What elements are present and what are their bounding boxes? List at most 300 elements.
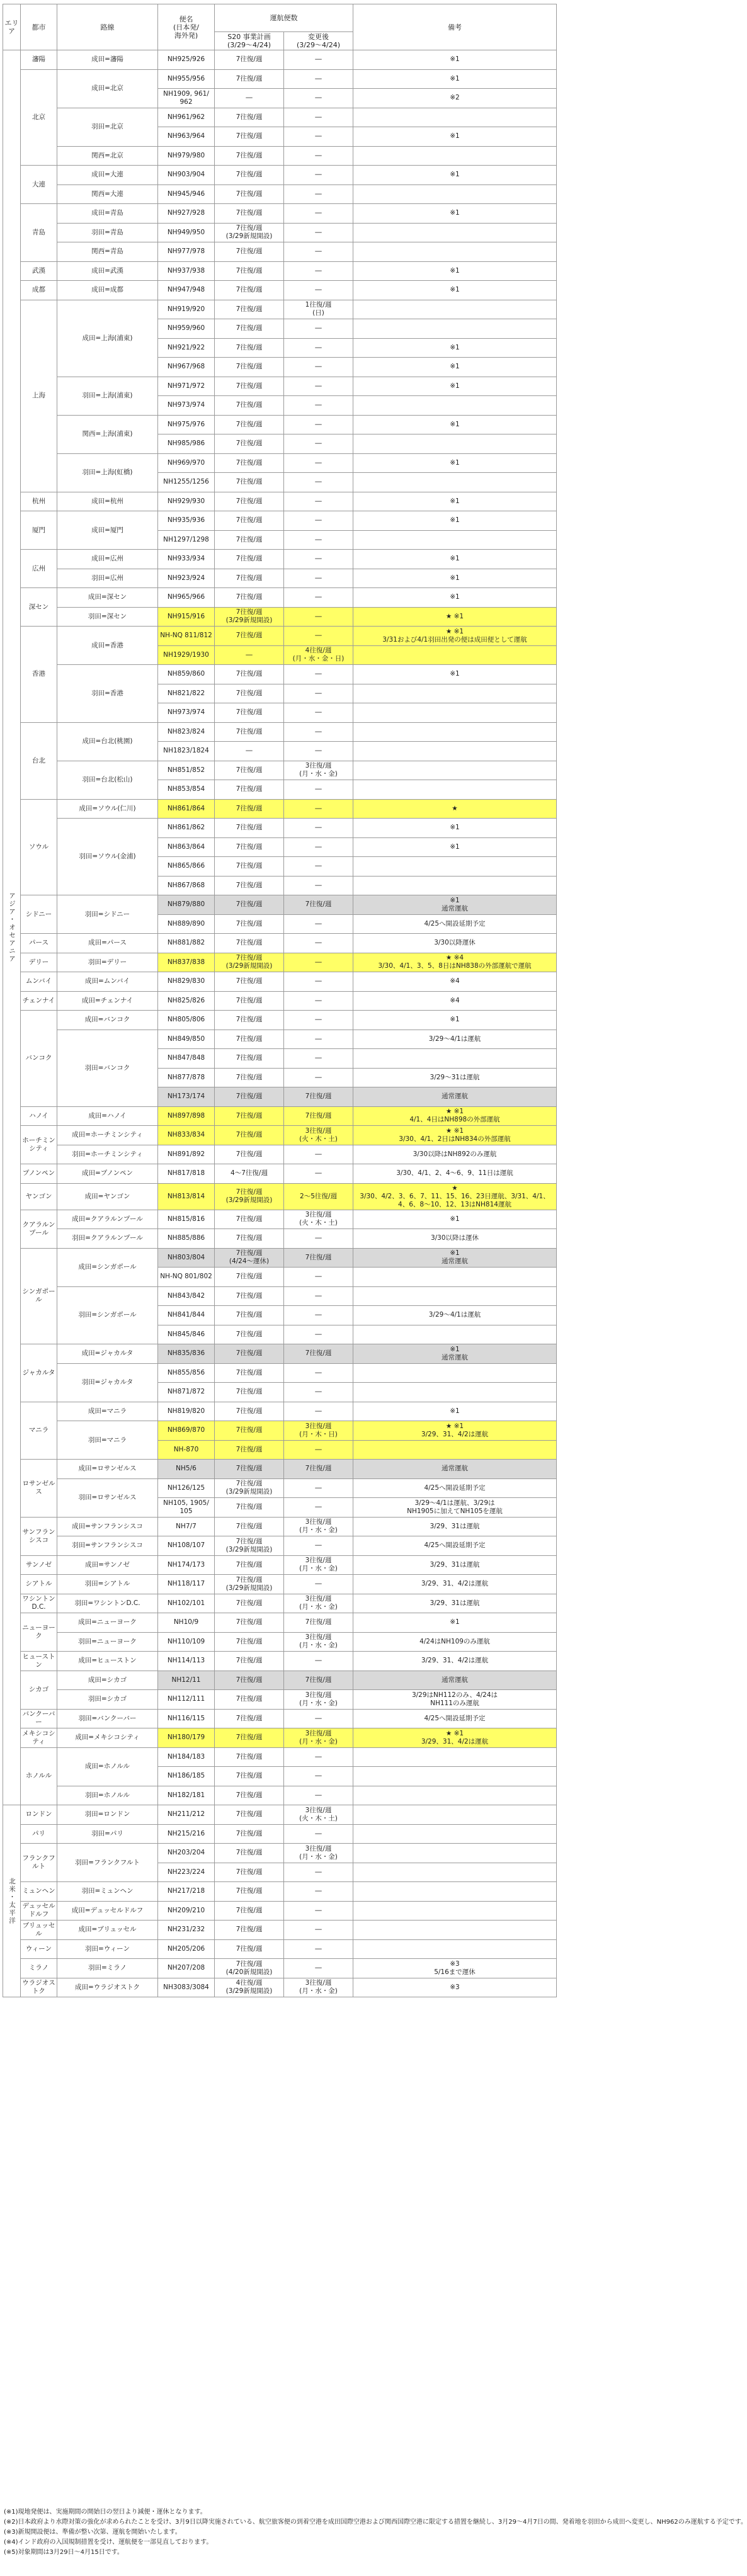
city-cell: ブリュッセル: [21, 1921, 57, 1940]
footnote-3: (※3)新規開設便は、準備が整い次第、運航を開始いたします。: [4, 2529, 181, 2536]
route-cell: 成田=サンフランシスコ: [57, 1517, 158, 1536]
planned-frequency-cell: 7往復/週: [215, 934, 284, 953]
flight-number-cell: NH108/107: [158, 1536, 215, 1556]
city-cell: フランクフルト: [21, 1844, 57, 1882]
changed-frequency-cell: ―: [284, 1164, 353, 1184]
notes-cell: ※1: [353, 1402, 557, 1421]
flight-number-cell: NH217/218: [158, 1882, 215, 1902]
city-cell: チェンナイ: [21, 991, 57, 1011]
planned-frequency-cell: 7往復/週: [215, 396, 284, 416]
route-cell: 成田=プノンペン: [57, 1164, 158, 1184]
table-row: [3, 1011, 557, 1030]
notes-cell: 3/30、4/1、2、4～6、9、11日は運航: [353, 1164, 557, 1184]
flight-number-cell: NH969/970: [158, 453, 215, 473]
flight-number-cell: NH223/224: [158, 1863, 215, 1882]
planned-frequency-cell: 7往復/週: [215, 1671, 284, 1690]
flight-number-cell: NH845/846: [158, 1325, 215, 1344]
planned-frequency-cell: 7往復/週 (4/20新規開設): [215, 1959, 284, 1978]
table-row: [3, 1536, 557, 1556]
header-city: 都市: [21, 4, 57, 50]
changed-frequency-cell: ―: [284, 1363, 353, 1383]
changed-frequency-cell: 3往復/週 (月・水・金): [284, 1690, 353, 1710]
flight-number-cell: NH186/185: [158, 1767, 215, 1786]
flight-number-cell: NH947/948: [158, 281, 215, 300]
notes-cell: [353, 242, 557, 262]
route-cell: 羽田=クアラルンプール: [57, 1229, 158, 1249]
planned-frequency-cell: 7往復/週: [215, 819, 284, 838]
changed-frequency-cell: ―: [284, 127, 353, 147]
planned-frequency-cell: 7往復/週: [215, 69, 284, 89]
notes-cell: [353, 1383, 557, 1402]
city-cell: サンフランシスコ: [21, 1517, 57, 1555]
notes-cell: ※4: [353, 991, 557, 1011]
notes-cell: ※1: [353, 261, 557, 281]
route-cell: 成田=サンノゼ: [57, 1555, 158, 1575]
planned-frequency-cell: 7往復/週: [215, 415, 284, 434]
changed-frequency-cell: 3往復/週 (月・水・金): [284, 1844, 353, 1863]
changed-frequency-cell: 3往復/週 (月・水・金): [284, 1632, 353, 1652]
notes-cell: ※1: [353, 1210, 557, 1229]
planned-frequency-cell: 7往復/週: [215, 1882, 284, 1902]
table-row: [3, 1106, 557, 1126]
table-row: [3, 991, 557, 1011]
flight-number-cell: NH933/934: [158, 550, 215, 569]
planned-frequency-cell: 7往復/週 (3/29新規開設): [215, 1575, 284, 1594]
route-cell: 成田=大連: [57, 166, 158, 185]
planned-frequency-cell: 7往復/週: [215, 1652, 284, 1671]
city-cell: 広州: [21, 550, 57, 588]
changed-frequency-cell: 7往復/週: [284, 1671, 353, 1690]
notes-cell: [353, 1844, 557, 1863]
changed-frequency-cell: ―: [284, 550, 353, 569]
route-cell: 成田=シンガポール: [57, 1248, 158, 1286]
notes-cell: 3/29～4/1は運航: [353, 1306, 557, 1325]
planned-frequency-cell: 7往復/週: [215, 550, 284, 569]
planned-frequency-cell: 7往復/週: [215, 1786, 284, 1805]
changed-frequency-cell: 3往復/週 (月・水・金): [284, 1978, 353, 1997]
table-row: [3, 1978, 557, 1997]
flight-number-cell: NH112/111: [158, 1690, 215, 1710]
route-cell: 成田=シカゴ: [57, 1671, 158, 1690]
changed-frequency-cell: ―: [284, 1824, 353, 1844]
city-cell: ロンドン: [21, 1805, 57, 1825]
planned-frequency-cell: 7往復/週: [215, 1805, 284, 1825]
table-row: [3, 415, 557, 434]
table-row: [3, 1959, 557, 1978]
planned-frequency-cell: 7往復/週: [215, 1421, 284, 1441]
city-cell: 厦門: [21, 511, 57, 550]
header-notes: 備考: [353, 4, 557, 50]
notes-cell: 4/25へ開設延期予定: [353, 1536, 557, 1556]
flight-number-cell: NH975/976: [158, 415, 215, 434]
changed-frequency-cell: ―: [284, 146, 353, 166]
city-cell: ウラジオストク: [21, 1978, 57, 1997]
flight-number-cell: NH885/886: [158, 1229, 215, 1249]
city-cell: バンコク: [21, 1011, 57, 1107]
notes-cell: [353, 1268, 557, 1287]
changed-frequency-cell: 7往復/週: [284, 1248, 353, 1268]
notes-cell: ※1: [353, 588, 557, 608]
notes-cell: ★ ※1 3/29、31、4/2は運航: [353, 1728, 557, 1748]
notes-cell: ※3: [353, 1978, 557, 1997]
table-row: [3, 895, 557, 915]
changed-frequency-cell: 3往復/週 (月・木・日): [284, 1421, 353, 1441]
flight-number-cell: NH3083/3084: [158, 1978, 215, 1997]
changed-frequency-cell: 3往復/週 (月・水・金): [284, 1555, 353, 1575]
notes-cell: 4/24はNH109のみ運航: [353, 1632, 557, 1652]
planned-frequency-cell: 7往復/週 (3/29新規開設): [215, 1183, 284, 1210]
notes-cell: 通常運航: [353, 1460, 557, 1479]
planned-frequency-cell: 7往復/週: [215, 799, 284, 819]
flight-number-cell: NH829/830: [158, 972, 215, 992]
changed-frequency-cell: ―: [284, 242, 353, 262]
notes-cell: 3/29、31は運航: [353, 1594, 557, 1613]
notes-cell: [353, 1901, 557, 1921]
notes-cell: [353, 530, 557, 550]
footnote-2: (※2)日本政府より水際対策の強化が求められたことを受け、3月9日以降実施されている、航空旅客便の到着空港を成田国際空港および関西国際空港に限定する措置を継続し、3月29～4月7日の間、発着地を羽田から成田へ変更し、NH962のみ運航する予定です。: [4, 2519, 747, 2526]
city-cell: 北京: [21, 69, 57, 166]
route-cell: 成田=深セン: [57, 588, 158, 608]
changed-frequency-cell: ―: [284, 1383, 353, 1402]
flight-number-cell: NH1909, 961/ 962: [158, 89, 215, 108]
notes-cell: 3/30以降運休: [353, 934, 557, 953]
planned-frequency-cell: 7往復/週: [215, 1728, 284, 1748]
table-row: [3, 453, 557, 473]
notes-cell: [353, 184, 557, 204]
table-row: [3, 184, 557, 204]
notes-cell: ※1: [353, 415, 557, 434]
planned-frequency-cell: 7往復/週: [215, 1306, 284, 1325]
changed-frequency-cell: ―: [284, 1402, 353, 1421]
notes-cell: ※1: [353, 511, 557, 531]
changed-frequency-cell: ―: [284, 627, 353, 646]
flight-number-cell: NH7/7: [158, 1517, 215, 1536]
changed-frequency-cell: 3往復/週 (月・水・金): [284, 1594, 353, 1613]
table-row: [3, 799, 557, 819]
changed-frequency-cell: 3往復/週 (月・水・金): [284, 761, 353, 780]
route-cell: 成田=ソウル(仁川): [57, 799, 158, 819]
changed-frequency-cell: ―: [284, 1306, 353, 1325]
planned-frequency-cell: 7往復/週: [215, 184, 284, 204]
changed-frequency-cell: 3往復/週 (火・木・土): [284, 1126, 353, 1145]
table-row: [3, 1652, 557, 1671]
notes-cell: ★ ※1 3/31および4/1羽田出発の便は成田便として運航: [353, 627, 557, 646]
changed-frequency-cell: ―: [284, 1575, 353, 1594]
flight-number-cell: NH10/9: [158, 1613, 215, 1633]
notes-cell: [353, 1440, 557, 1460]
planned-frequency-cell: 4～7往復/週: [215, 1164, 284, 1184]
changed-frequency-cell: ―: [284, 396, 353, 416]
route-cell: 羽田=香港: [57, 665, 158, 723]
header-operation: 運航便数: [215, 4, 353, 32]
city-cell: パリ: [21, 1824, 57, 1844]
flight-number-cell: NH927/928: [158, 204, 215, 224]
changed-frequency-cell: ―: [284, 914, 353, 934]
flight-number-cell: NH12/11: [158, 1671, 215, 1690]
planned-frequency-cell: 7往復/週: [215, 1068, 284, 1087]
planned-frequency-cell: 7往復/週: [215, 1383, 284, 1402]
planned-frequency-cell: 7往復/週: [215, 1632, 284, 1652]
flight-number-cell: NH945/946: [158, 184, 215, 204]
route-cell: 成田=北京: [57, 69, 158, 108]
table-row: [3, 1421, 557, 1441]
city-cell: サンノゼ: [21, 1555, 57, 1575]
notes-cell: 4/25へ開設延期予定: [353, 1478, 557, 1498]
notes-cell: ※1: [353, 338, 557, 358]
notes-cell: [353, 1939, 557, 1959]
planned-frequency-cell: 7往復/週: [215, 146, 284, 166]
notes-cell: [353, 876, 557, 895]
changed-frequency-cell: ―: [284, 1939, 353, 1959]
notes-cell: 3/30以降は運休: [353, 1229, 557, 1249]
city-cell: クアラルンプール: [21, 1210, 57, 1248]
route-cell: 成田=上海(浦東): [57, 300, 158, 377]
route-cell: 関西=大連: [57, 184, 158, 204]
table-row: [3, 242, 557, 262]
city-cell: ヤンゴン: [21, 1183, 57, 1210]
route-cell: 羽田=ニューヨーク: [57, 1632, 158, 1652]
flight-number-cell: NH889/890: [158, 914, 215, 934]
route-cell: 成田=クアラルンプール: [57, 1210, 158, 1229]
table-row: [3, 569, 557, 588]
planned-frequency-cell: 7往復/週: [215, 972, 284, 992]
planned-frequency-cell: 7往復/週: [215, 1106, 284, 1126]
planned-frequency-cell: 7往復/週: [215, 1229, 284, 1249]
table-row: [3, 1882, 557, 1902]
changed-frequency-cell: ―: [284, 1268, 353, 1287]
planned-frequency-cell: 7往復/週: [215, 1363, 284, 1383]
changed-frequency-cell: ―: [284, 184, 353, 204]
notes-cell: ★ ※1: [353, 607, 557, 627]
table-row: [3, 953, 557, 972]
planned-frequency-cell: 7往復/週: [215, 319, 284, 339]
planned-frequency-cell: 7往復/週: [215, 473, 284, 492]
notes-cell: [353, 1863, 557, 1882]
flight-number-cell: NH979/980: [158, 146, 215, 166]
notes-cell: ★: [353, 799, 557, 819]
route-cell: 成田=台北(桃園): [57, 722, 158, 761]
changed-frequency-cell: ―: [284, 434, 353, 454]
planned-frequency-cell: 7往復/週 (3/29新規開設): [215, 607, 284, 627]
planned-frequency-cell: ―: [215, 742, 284, 761]
planned-frequency-cell: ―: [215, 645, 284, 665]
changed-frequency-cell: ―: [284, 1145, 353, 1164]
route-cell: 成田=広州: [57, 550, 158, 569]
notes-cell: ★ ※1 4/1、4日はNH898の外部運航: [353, 1106, 557, 1126]
planned-frequency-cell: 7往復/週: [215, 204, 284, 224]
notes-cell: [353, 108, 557, 127]
changed-frequency-cell: ―: [284, 223, 353, 242]
flight-number-cell: NH881/882: [158, 934, 215, 953]
notes-cell: ★ 3/30、4/2、3、6、7、11、15、16、23日運航、3/31、4/1、4、6、8～10、12、13はNH814運航: [353, 1183, 557, 1210]
city-cell: 大連: [21, 166, 57, 204]
notes-cell: [353, 223, 557, 242]
flight-number-cell: NH835/836: [158, 1344, 215, 1364]
notes-cell: [353, 761, 557, 780]
city-cell: ワシントンD.C.: [21, 1594, 57, 1613]
flight-number-cell: NH855/856: [158, 1363, 215, 1383]
changed-frequency-cell: ―: [284, 1478, 353, 1498]
changed-frequency-cell: ―: [284, 953, 353, 972]
route-cell: 羽田=シンガポール: [57, 1286, 158, 1344]
planned-frequency-cell: 7往復/週: [215, 1901, 284, 1921]
flight-number-cell: NH977/978: [158, 242, 215, 262]
route-cell: 成田=ブリュッセル: [57, 1921, 158, 1940]
route-cell: 羽田=広州: [57, 569, 158, 588]
changed-frequency-cell: ―: [284, 1068, 353, 1087]
planned-frequency-cell: 7往復/週: [215, 1344, 284, 1364]
flight-number-cell: NH211/212: [158, 1805, 215, 1825]
changed-frequency-cell: 7往復/週: [284, 1344, 353, 1364]
table-row: [3, 1594, 557, 1613]
flight-number-cell: NH116/115: [158, 1709, 215, 1728]
planned-frequency-cell: 7往復/週: [215, 300, 284, 319]
changed-frequency-cell: ―: [284, 742, 353, 761]
notes-cell: 通常運航: [353, 1087, 557, 1107]
table-row: [3, 377, 557, 396]
route-cell: 成田=成都: [57, 281, 158, 300]
table-row: [3, 204, 557, 224]
planned-frequency-cell: 7往復/週 (3/29新規開設): [215, 1536, 284, 1556]
flight-number-cell: NH819/820: [158, 1402, 215, 1421]
flight-number-cell: NH949/950: [158, 223, 215, 242]
planned-frequency-cell: 7往復/週: [215, 1087, 284, 1107]
flight-number-cell: NH891/892: [158, 1145, 215, 1164]
notes-cell: 3/29～4/1は運航: [353, 1030, 557, 1049]
flight-number-cell: NH833/834: [158, 1126, 215, 1145]
table-row: [3, 1690, 557, 1710]
table-row: [3, 1575, 557, 1594]
planned-frequency-cell: 7往復/週: [215, 1690, 284, 1710]
flight-number-cell: NH231/232: [158, 1921, 215, 1940]
planned-frequency-cell: 7往復/週: [215, 876, 284, 895]
route-cell: 成田=ムンバイ: [57, 972, 158, 992]
notes-cell: [353, 722, 557, 742]
city-cell: 香港: [21, 627, 57, 723]
route-cell: 成田=マニラ: [57, 1402, 158, 1421]
table-row: [3, 166, 557, 185]
notes-cell: [353, 473, 557, 492]
route-cell: 成田=ウラジオストク: [57, 1978, 158, 1997]
planned-frequency-cell: 7往復/週: [215, 377, 284, 396]
table-row: [3, 972, 557, 992]
flight-number-cell: NH859/860: [158, 665, 215, 684]
planned-frequency-cell: 7往復/週: [215, 837, 284, 857]
planned-frequency-cell: 7往復/週: [215, 1555, 284, 1575]
planned-frequency-cell: 7往復/週: [215, 895, 284, 915]
notes-cell: [353, 434, 557, 454]
city-cell: ムンバイ: [21, 972, 57, 992]
notes-cell: [353, 1824, 557, 1844]
flight-number-cell: NH207/208: [158, 1959, 215, 1978]
flight-number-cell: NH843/842: [158, 1286, 215, 1306]
changed-frequency-cell: ―: [284, 819, 353, 838]
planned-frequency-cell: 7往復/週: [215, 1145, 284, 1164]
changed-frequency-cell: ―: [284, 1652, 353, 1671]
planned-frequency-cell: 7往復/週: [215, 780, 284, 800]
route-cell: 羽田=ミラノ: [57, 1959, 158, 1978]
planned-frequency-cell: 7往復/週: [215, 1939, 284, 1959]
planned-frequency-cell: 7往復/週: [215, 166, 284, 185]
route-cell: 成田=チェンナイ: [57, 991, 158, 1011]
planned-frequency-cell: 7往復/週: [215, 684, 284, 703]
table-row: [3, 1555, 557, 1575]
planned-frequency-cell: 7往復/週: [215, 627, 284, 646]
flight-number-cell: NH955/956: [158, 69, 215, 89]
notes-cell: [353, 300, 557, 319]
city-cell: ミラノ: [21, 1959, 57, 1978]
notes-cell: ※1: [353, 453, 557, 473]
flight-number-cell: NH867/868: [158, 876, 215, 895]
route-cell: 成田=ジャカルタ: [57, 1344, 158, 1364]
changed-frequency-cell: ―: [284, 50, 353, 70]
planned-frequency-cell: 7往復/週: [215, 703, 284, 723]
flight-number-cell: NH877/878: [158, 1068, 215, 1087]
flight-number-cell: NH174/173: [158, 1555, 215, 1575]
flight-number-cell: NH861/864: [158, 799, 215, 819]
table-row: [3, 1709, 557, 1728]
table-row: [3, 1145, 557, 1164]
table-row: [3, 511, 557, 531]
changed-frequency-cell: ―: [284, 89, 353, 108]
footnote-1: (※1)現地発便は、実施期間の開始日の翌日より減便・運休となります。: [4, 2509, 207, 2516]
planned-frequency-cell: 7往復/週: [215, 1613, 284, 1633]
city-cell: 瀋陽: [21, 50, 57, 70]
table-row: [3, 1460, 557, 1479]
flight-number-cell: NH105, 1905/ 105: [158, 1498, 215, 1518]
flight-number-cell: NH849/850: [158, 1030, 215, 1049]
notes-cell: ※1: [353, 1011, 557, 1030]
flight-number-cell: NH871/872: [158, 1383, 215, 1402]
planned-frequency-cell: 7往復/週: [215, 281, 284, 300]
flight-number-cell: NH869/870: [158, 1421, 215, 1441]
route-cell: 関西=北京: [57, 146, 158, 166]
table-row: [3, 1363, 557, 1383]
table-row: [3, 261, 557, 281]
table-row: [3, 1728, 557, 1748]
city-cell: ホノルル: [21, 1747, 57, 1805]
notes-cell: [353, 780, 557, 800]
changed-frequency-cell: ―: [284, 1498, 353, 1518]
route-cell: 成田=杭州: [57, 492, 158, 511]
changed-frequency-cell: ―: [284, 453, 353, 473]
city-cell: 青島: [21, 204, 57, 262]
changed-frequency-cell: 7往復/週: [284, 895, 353, 915]
flight-number-cell: NH-NQ 811/812: [158, 627, 215, 646]
route-cell: 羽田=パリ: [57, 1824, 158, 1844]
flight-number-cell: NH-NQ 801/802: [158, 1268, 215, 1287]
table-row: [3, 819, 557, 838]
notes-cell: 3/29はNH112のみ、4/24は NH111のみ運航: [353, 1690, 557, 1710]
flight-number-cell: NH959/960: [158, 319, 215, 339]
header-row-1: [3, 4, 557, 32]
flight-number-cell: NH963/964: [158, 127, 215, 147]
notes-cell: 3/29、31、4/2は運航: [353, 1575, 557, 1594]
footnotes: [4, 2507, 747, 2558]
table-row: [3, 1613, 557, 1633]
header-planned: S20 事業計画 (3/29～4/24): [215, 32, 284, 50]
city-cell: デュッセルドルフ: [21, 1901, 57, 1921]
table-row: [3, 934, 557, 953]
changed-frequency-cell: ―: [284, 1921, 353, 1940]
table-row: [3, 1921, 557, 1940]
header-area: エリア: [3, 4, 21, 50]
changed-frequency-cell: 3往復/週 (火・木・土): [284, 1805, 353, 1825]
flight-number-cell: NH1929/1930: [158, 645, 215, 665]
notes-cell: ※1: [353, 837, 557, 857]
table-row: [3, 1210, 557, 1229]
table-row: [3, 1805, 557, 1825]
